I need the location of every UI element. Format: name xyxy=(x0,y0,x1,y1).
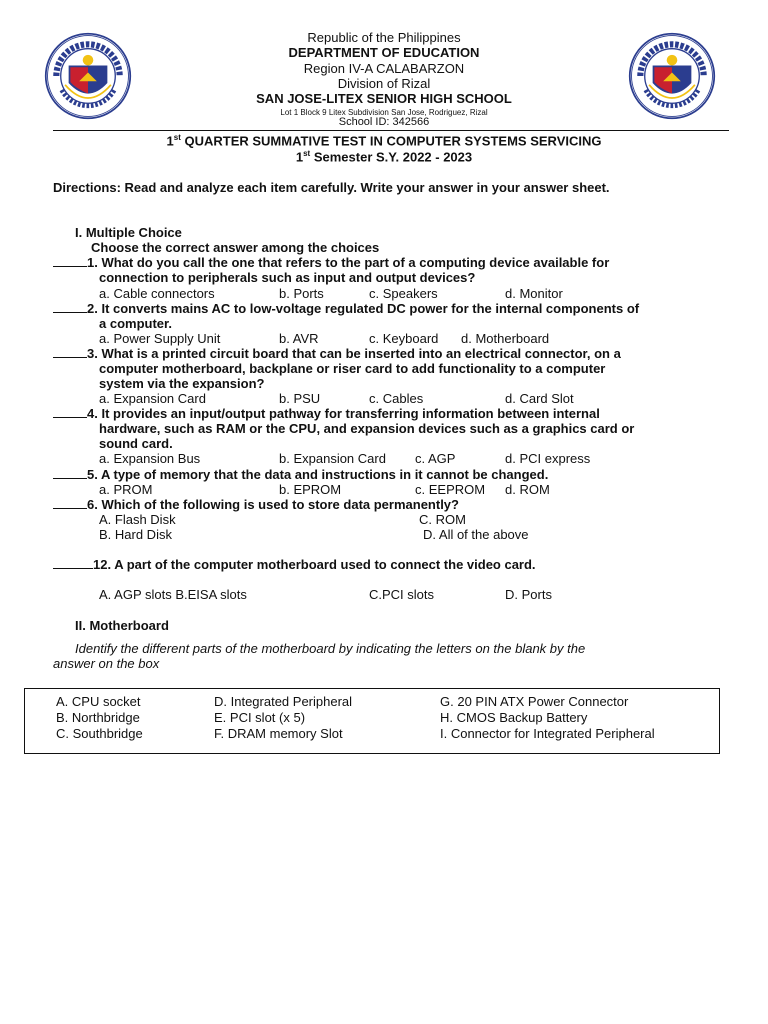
part2-instruction-cont: answer on the box xyxy=(53,656,160,671)
header-divider xyxy=(53,130,729,131)
answer-blank[interactable] xyxy=(53,255,87,267)
q6-option-b: B. Hard Disk xyxy=(99,527,172,542)
q1-option-a: a. Cable connectors xyxy=(99,286,215,301)
q12-option-c: C.PCI slots xyxy=(369,587,435,602)
part2-instruction: Identify the different parts of the motherboard by indicating the letters on the blank by the xyxy=(75,641,586,656)
question-2-cont: a computer. xyxy=(99,316,172,331)
box-item-c: C. Southbridge xyxy=(56,726,143,741)
q3-option-a: a. Expansion Card xyxy=(99,391,206,406)
question-6: 6. Which of the following is used to store data permanently? xyxy=(53,497,459,512)
question-3: 3. What is a printed circuit board that can be inserted into an electrical connector, on a xyxy=(53,346,621,361)
part1-heading: I. Multiple Choice xyxy=(75,225,182,240)
box-item-h: H. CMOS Backup Battery xyxy=(440,710,588,725)
question-4-cont: hardware, such as RAM or the CPU, and expansion devices such as a graphics card or xyxy=(99,421,635,436)
answer-blank[interactable] xyxy=(53,557,93,569)
question-12: 12. A part of the computer motherboard used to connect the video card. xyxy=(53,557,536,572)
question-5: 5. A type of memory that the data and instructions in it cannot be changed. xyxy=(53,467,548,482)
box-item-i: I. Connector for Integrated Peripheral xyxy=(440,726,655,741)
q4-option-b: b. Expansion Card xyxy=(279,451,386,466)
header-republic: Republic of the Philippines xyxy=(307,30,461,45)
directions: Directions: Read and analyze each item carefully. Write your answer in your answer sheet. xyxy=(53,180,610,195)
box-item-g: G. 20 PIN ATX Power Connector xyxy=(440,694,629,709)
q2-option-d: d. Motherboard xyxy=(461,331,550,346)
part2-heading: II. Motherboard xyxy=(75,618,169,633)
question-3-cont: computer motherboard, backplane or riser card to add functionality to a computer xyxy=(99,361,606,376)
semester-line: 1st Semester S.Y. 2022 - 2023 xyxy=(295,149,473,165)
question-3-cont2: system via the expansion? xyxy=(99,376,265,391)
q5-option-a: a. PROM xyxy=(99,482,153,497)
question-1-cont: connection to peripherals such as input and output devices? xyxy=(99,270,476,285)
q12-option-ab: A. AGP slots B.EISA slots xyxy=(99,587,247,602)
q3-option-d: d. Card Slot xyxy=(505,391,574,406)
question-4: 4. It provides an input/output pathway for transferring information between internal xyxy=(53,406,600,421)
q4-option-a: a. Expansion Bus xyxy=(99,451,201,466)
header-division: Division of Rizal xyxy=(337,76,431,91)
header-school-name: SAN JOSE-LITEX SENIOR HIGH SCHOOL xyxy=(256,91,512,106)
question-1: 1. What do you call the one that refers to the part of a computing device available for xyxy=(53,255,609,270)
q5-option-c: c. EEPROM xyxy=(415,482,486,497)
header-department: DEPARTMENT OF EDUCATION xyxy=(288,45,480,60)
part1-instruction: Choose the correct answer among the choices xyxy=(91,240,380,255)
box-item-a: A. CPU socket xyxy=(56,694,141,709)
q3-option-c: c. Cables xyxy=(369,391,424,406)
answer-blank[interactable] xyxy=(53,301,87,313)
q6-option-a: A. Flash Disk xyxy=(99,512,176,527)
q5-option-d: d. ROM xyxy=(505,482,550,497)
q5-option-b: b. EPROM xyxy=(279,482,342,497)
box-item-b: B. Northbridge xyxy=(56,710,140,725)
q1-option-c: c. Speakers xyxy=(369,286,438,301)
answer-blank[interactable] xyxy=(53,406,87,418)
q3-option-b: b. PSU xyxy=(279,391,321,406)
q6-option-c: C. ROM xyxy=(419,512,466,527)
q1-option-b: b. Ports xyxy=(279,286,324,301)
answer-blank[interactable] xyxy=(53,497,87,509)
q12-option-d: D. Ports xyxy=(505,587,552,602)
q4-option-d: d. PCI express xyxy=(505,451,591,466)
header-address: Lot 1 Block 9 Litex Subdivision San Jose, Rodriguez, Rizal xyxy=(280,108,488,117)
question-4-cont2: sound card. xyxy=(99,436,173,451)
header-region: Region IV-A CALABARZON xyxy=(303,61,465,76)
q2-option-a: a. Power Supply Unit xyxy=(99,331,221,346)
q1-option-d: d. Monitor xyxy=(505,286,563,301)
test-title: 1st QUARTER SUMMATIVE TEST IN COMPUTER SYSTEMS SERVICING xyxy=(166,133,602,149)
box-item-d: D. Integrated Peripheral xyxy=(214,694,353,709)
box-item-f: F. DRAM memory Slot xyxy=(214,726,343,741)
question-2: 2. It converts mains AC to low-voltage regulated DC power for the internal components of xyxy=(53,301,639,316)
answer-blank[interactable] xyxy=(53,346,87,358)
box-item-e: E. PCI slot (x 5) xyxy=(214,710,306,725)
q4-option-c: c. AGP xyxy=(415,451,456,466)
q2-option-b: b. AVR xyxy=(279,331,319,346)
q6-option-d: D. All of the above xyxy=(423,527,529,542)
answer-blank[interactable] xyxy=(53,467,87,479)
header-school-id: School ID: 342566 xyxy=(338,116,430,128)
q2-option-c: c. Keyboard xyxy=(369,331,439,346)
